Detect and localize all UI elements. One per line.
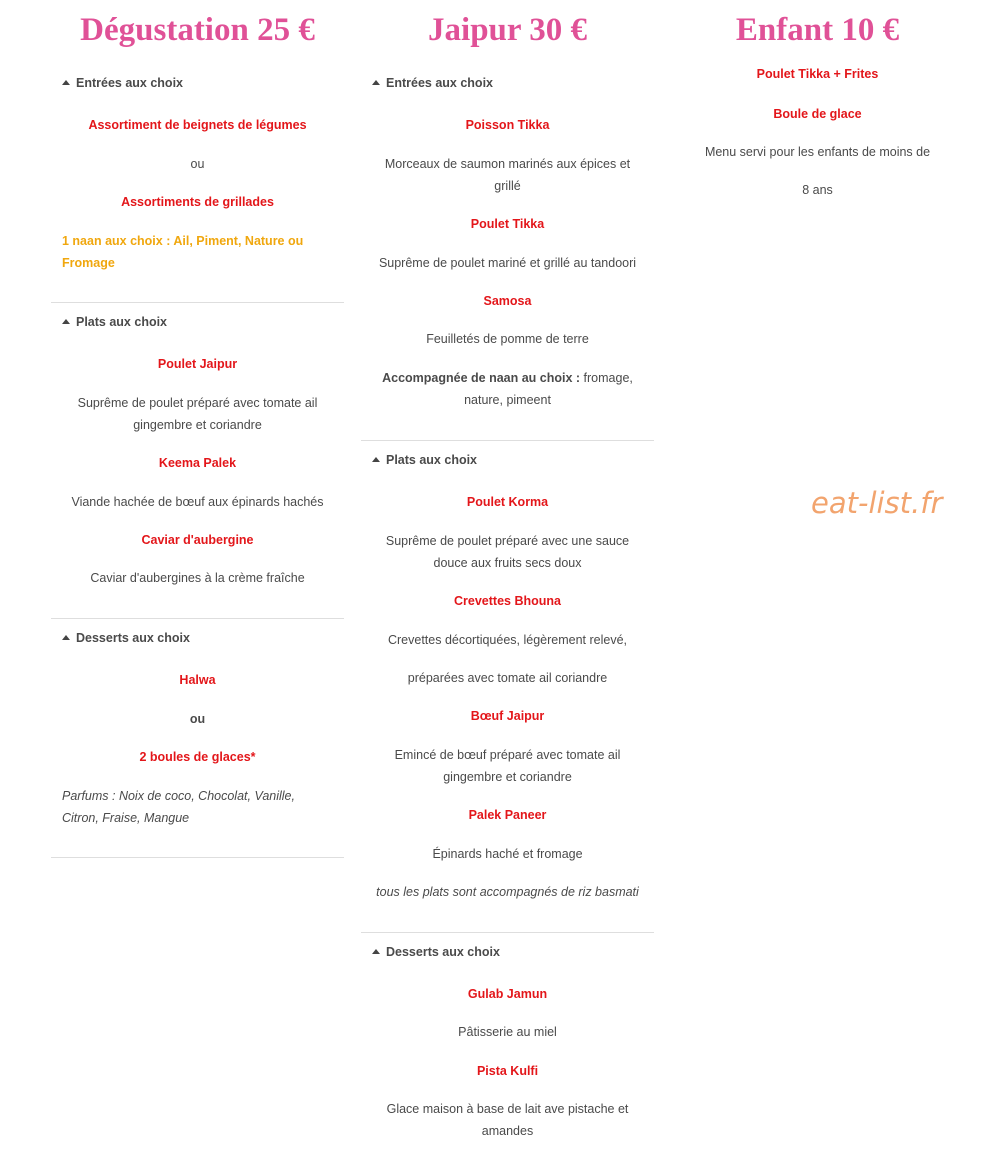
dish-name: Crevettes Bhouna bbox=[454, 594, 561, 608]
dish-description: Viande hachée de bœuf aux épinards hachés bbox=[71, 495, 324, 509]
section-toggle-plats[interactable] bbox=[62, 315, 167, 329]
section-toggle-entrees[interactable] bbox=[372, 76, 493, 90]
menu-title-enfant: Enfant 10 € bbox=[735, 12, 900, 48]
section-divider bbox=[361, 440, 654, 441]
separator-text: ou bbox=[190, 157, 205, 171]
dish-description: Morceaux de saumon marinés aux épices et bbox=[384, 157, 631, 171]
caret-up-icon bbox=[62, 319, 70, 324]
naan-label: Accompagnée de naan au choix : bbox=[382, 371, 581, 385]
section-toggle-entrees[interactable] bbox=[62, 76, 183, 90]
naan-accompaniment bbox=[361, 371, 654, 385]
dish-description: Caviar d'aubergines à la crème fraîche bbox=[90, 571, 305, 585]
section-toggle-desserts[interactable] bbox=[372, 945, 500, 959]
dish-name: Poulet Jaipur bbox=[157, 357, 238, 371]
menu-title-degustation: Dégustation 25 € bbox=[80, 12, 315, 48]
dish-description: douce aux fruits secs doux bbox=[433, 556, 582, 570]
flavours-note: Citron, Fraise, Mangue bbox=[62, 811, 190, 825]
section-divider bbox=[51, 302, 344, 303]
section-toggle-plats[interactable] bbox=[372, 453, 477, 467]
dish-name: Boule de glace bbox=[773, 107, 862, 121]
dish-description: amandes bbox=[481, 1124, 534, 1138]
section-heading: Desserts aux choix bbox=[386, 945, 500, 959]
caret-up-icon bbox=[372, 949, 380, 954]
caret-up-icon bbox=[372, 457, 380, 462]
dish-description: Suprême de poulet préparé avec une sauce bbox=[385, 534, 630, 548]
dish-description: Emincé de bœuf préparé avec tomate ail bbox=[394, 748, 621, 762]
dish-name: Gulab Jamun bbox=[467, 987, 548, 1001]
section-heading: Desserts aux choix bbox=[76, 631, 190, 645]
dish-name: Pista Kulfi bbox=[476, 1064, 539, 1078]
dish-name: Poisson Tikka bbox=[465, 118, 550, 132]
dish-name: Caviar d'aubergine bbox=[141, 533, 254, 547]
dish-description: Feuilletés de pomme de terre bbox=[426, 332, 589, 346]
dish-name: Poulet Korma bbox=[466, 495, 549, 509]
dish-description: Crevettes décortiquées, légèrement relevé, bbox=[387, 633, 627, 647]
menu-column-degustation bbox=[51, 0, 344, 1165]
dish-name: Poulet Tikka bbox=[470, 217, 545, 231]
dish-name: 2 boules de glaces* bbox=[139, 750, 256, 764]
naan-note: 1 naan aux choix : Ail, Piment, Nature ou bbox=[62, 234, 304, 248]
dish-name: Assortiment de beignets de légumes bbox=[88, 118, 307, 132]
menu-note: 8 ans bbox=[802, 183, 833, 197]
section-divider bbox=[361, 932, 654, 933]
section-heading: Entrées aux choix bbox=[386, 76, 493, 90]
dish-description: grillé bbox=[494, 179, 521, 193]
rice-note: tous les plats sont accompagnés de riz basmati bbox=[376, 885, 639, 899]
menu-column-enfant bbox=[671, 0, 964, 300]
naan-note: Fromage bbox=[62, 256, 115, 270]
flavours-note: Parfums : Noix de coco, Chocolat, Vanille, bbox=[62, 789, 295, 803]
dish-description: gingembre et coriandre bbox=[443, 770, 572, 784]
dish-name: Samosa bbox=[483, 294, 532, 308]
section-heading: Plats aux choix bbox=[76, 315, 168, 329]
dish-name: Poulet Tikka + Frites bbox=[756, 67, 879, 81]
naan-options: fromage, bbox=[580, 371, 633, 385]
dish-description: gingembre et coriandre bbox=[133, 418, 262, 432]
section-toggle-desserts[interactable] bbox=[62, 631, 190, 645]
caret-up-icon bbox=[62, 635, 70, 640]
section-divider bbox=[51, 618, 344, 619]
dish-name: Palek Paneer bbox=[468, 808, 547, 822]
dish-name: Bœuf Jaipur bbox=[470, 709, 545, 723]
caret-up-icon bbox=[62, 80, 70, 85]
dish-description: Glace maison à base de lait ave pistache et bbox=[386, 1102, 629, 1116]
dish-description: Suprême de poulet préparé avec tomate ail bbox=[77, 396, 318, 410]
separator-text: ou bbox=[189, 712, 206, 726]
dish-description: Pâtisserie au miel bbox=[458, 1025, 557, 1039]
dish-description: préparées avec tomate ail coriandre bbox=[407, 671, 608, 685]
menu-column-jaipur bbox=[361, 0, 654, 1165]
section-heading: Plats aux choix bbox=[386, 453, 478, 467]
dish-description: Suprême de poulet mariné et grillé au tandoori bbox=[378, 256, 637, 270]
caret-up-icon bbox=[372, 80, 380, 85]
watermark: eat-list.fr bbox=[811, 486, 943, 520]
menu-title-jaipur: Jaipur 30 € bbox=[428, 12, 587, 48]
dish-name: Keema Palek bbox=[158, 456, 237, 470]
section-divider bbox=[51, 857, 344, 858]
dish-name: Halwa bbox=[179, 673, 216, 687]
dish-description: Épinards haché et fromage bbox=[432, 847, 583, 861]
menu-note: Menu servi pour les enfants de moins de bbox=[704, 145, 931, 159]
section-heading: Entrées aux choix bbox=[76, 76, 183, 90]
dish-description: nature, pimeent bbox=[464, 393, 551, 407]
dish-name: Assortiments de grillades bbox=[121, 195, 274, 209]
